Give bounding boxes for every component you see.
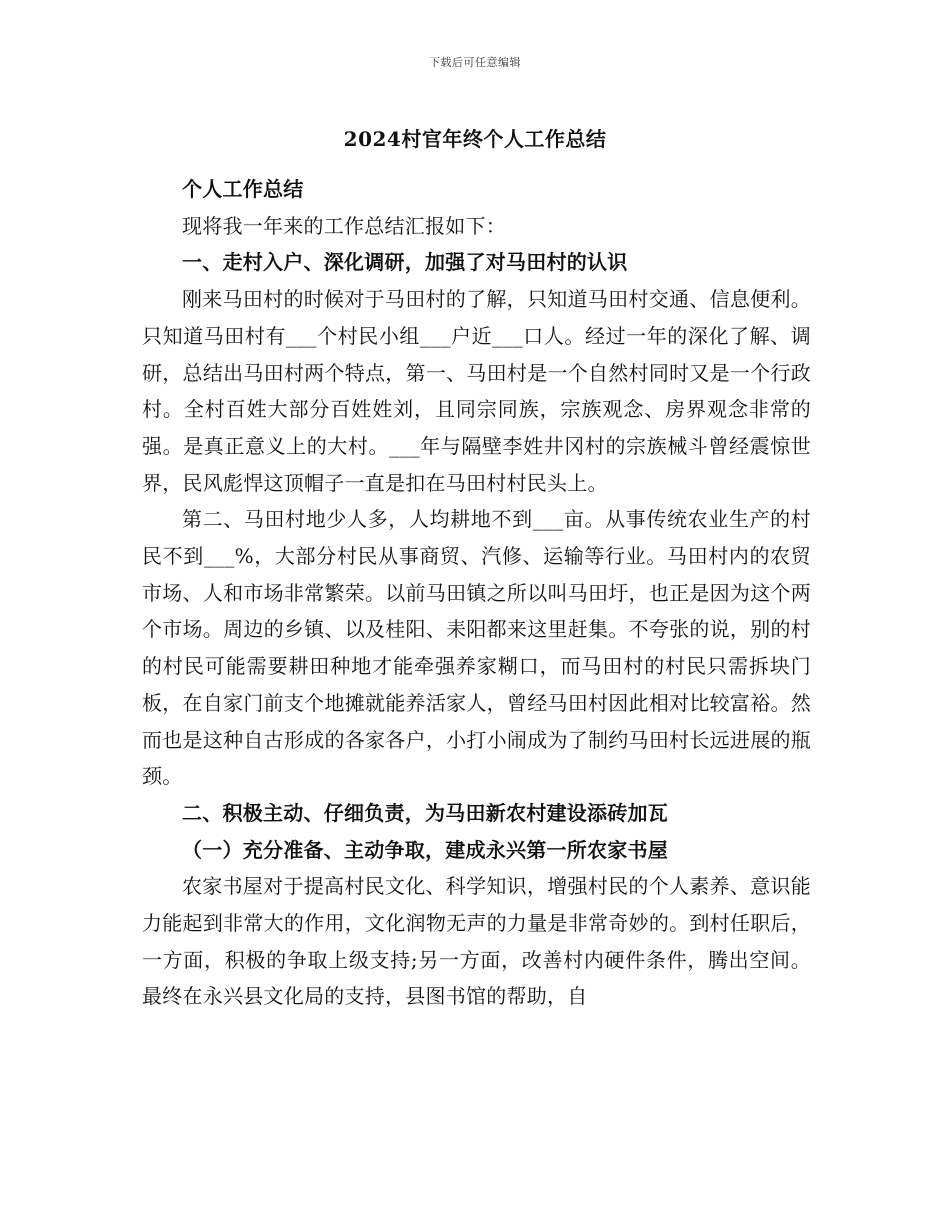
document-title: 2024村官年终个人工作总结 (343, 127, 607, 151)
document-body (142, 171, 811, 1015)
subsection-1-heading: （一）充分准备、主动争取，建成永兴第一所农家书屋 (182, 837, 668, 862)
section-2-heading: 二、积极主动、仔细负责，为马田新农村建设添砖加瓦 (182, 800, 668, 825)
document-subtitle: 个人工作总结 (182, 177, 304, 201)
paragraph-2: 第二、马田村地少人多，人均耕地不到___亩。从事传统农业生产的村民不到___%，大部分村民从事商贸、汽修、运输等行业。马田村内的农贸市场、人和市场非常繁荣。以前马田镇之所以叫马田圩，也正是因为这个两个市场。周边的乡镇、以及桂阳、耒阳都来这里赶集。不夸张的说，别的村的村民可能需要耕田种地才能牵强养家糊口，而马田村的村民只需拆块门板，在自家门前支个地摊就能养活家人，曾经马田村因此相对比较富裕。然而也是这种自古形成的各家各户，小打小闹成为了制约马田村长远进展的瓶颈。 (142, 507, 811, 789)
section-1-heading: 一、走村入户、深化调研，加强了对马田村的认识 (182, 250, 628, 275)
page-header-note: 下载后可任意编辑 (429, 56, 521, 69)
intro-paragraph: 现将我一年来的工作总结汇报如下： (182, 213, 506, 238)
paragraph-3: 农家书屋对于提高村民文化、科学知识，增强村民的个人素养、意识能力能起到非常大的作用，文化润物无声的力量是非常奇妙的。到村任职后，一方面，积极的争取上级支持;另一方面，改善村内硬件条件，腾出空间。最终在永兴县文化局的支持，县图书馆的帮助，自 (142, 874, 811, 1009)
paragraph-1: 刚来马田村的时候对于马田村的了解，只知道马田村交通、信息便利。只知道马田村有___个村民小组___户近___口人。经过一年的深化了解、调研，总结出马田村两个特点，第一、马田村是一个自然村同时又是一个行政村。全村百姓大部分百姓姓刘，且同宗同族，宗族观念、房界观念非常的强。是真正意义上的大村。___年与隔壁李姓井冈村的宗族械斗曾经震惊世界，民风彪悍这顶帽子一直是扣在马田村村民头上。 (142, 287, 811, 495)
